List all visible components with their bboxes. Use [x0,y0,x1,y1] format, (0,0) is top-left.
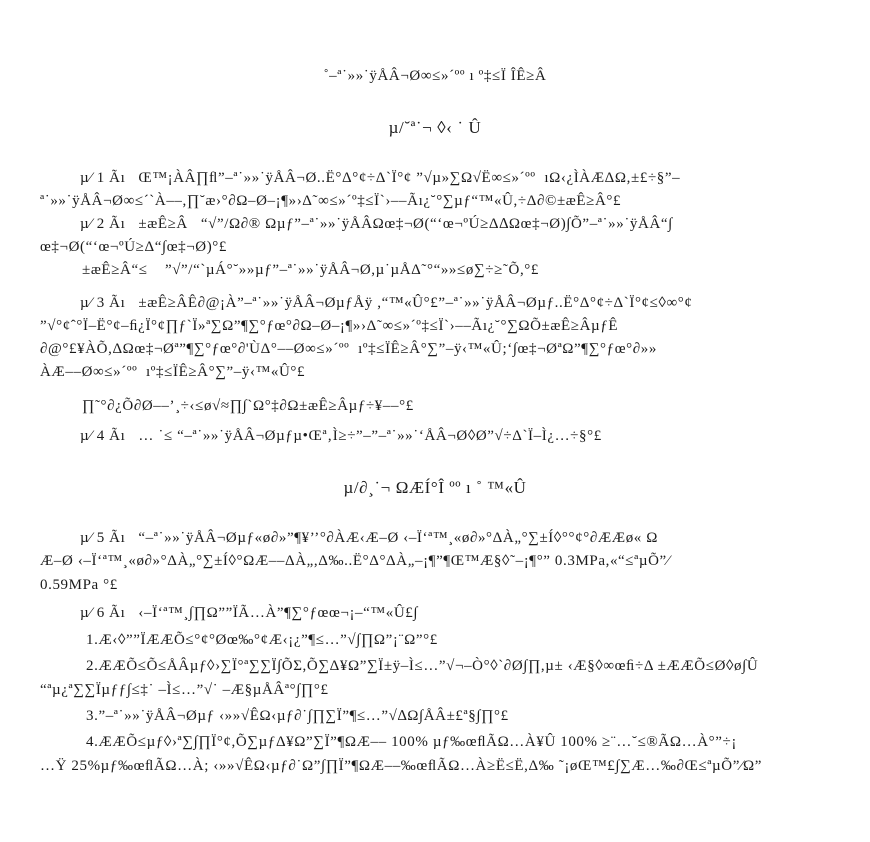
paragraph-line: ÀÆ––Ø∞≤»´ºº ıº‡≤ÏÊ≥Â°∑”–ÿ‹™«Û°£ [40,364,306,380]
paragraph-line: 3.”–ª˙»»˙ÿÅÂ¬Øµƒ ‹»»√ÊΩ‹µƒ∂˙∫∏∑Ï”¶≤…”√∆Ω∫ÅÂ±£ª§∫∏°£ [86,708,509,724]
paragraph-line: 0.59MPa °£ [40,577,118,593]
paragraph-line: …Ÿ 25%µƒ‰œﬂÃΩ…À; ‹»»√ÊΩ‹µƒ∂˙Ω”∫∏Ï”¶ΩÆ––‰œﬂÃΩ…À≥Ë≤Ë,Δ‰ ˜¡øŒ™£∫∑Æ…‰∂Œ≤ªµÕ”⁄Ω” [40,758,763,774]
paragraph-line: ∏˜°∂¿Õ∂Ø––’¸÷‹≤ø√≈∏∫`Ω°‡∂Ω±æÊ≥Âµƒ÷¥––°£ [82,398,414,414]
paragraph-line: µ⁄ 5 Ãı “–ª˙»»˙ÿÅÂ¬Øµƒ«ø∂»”¶¥’’°∂ÀÆ‹Æ–Ø ‹–Ï‘ª™¸«ø∂»°ΔÀ„°∑±Í◊°°¢°∂ÆÆø« Ω [80,530,658,546]
paragraph-line: µ⁄ 4 Ãı … ˙≤ “–ª˙»»˙ÿÅÂ¬Øµƒµ•Œª‚Ì≥÷”–”–ª˙»»˙‘ÅÂ¬Ø◊Ø”√÷Δ`Ï–Ì¿…÷§°£ [80,428,602,444]
paragraph-line: ”√°¢ˆ°Ï–Ë°¢–ﬁ¿Ï°¢∏ƒ`Ï͏»ª∑Ω”¶∑°ƒœ°∂Ω–Ø–¡¶»›Δ˜∞≤»´º‡≤Ï`›––Ãı¿˘°∑ΩÕ±æÊ≥ÂµƒÊ [40,318,619,334]
paragraph-line: 2.ÆÆÕ≤Õ≤ÅÂµƒ◊›∑Ï°ª∑∑Ï∫ÕΣ,Õ∑Δ¥Ω”∑Ï±ÿ–Ì≤…”√¬–Ò°◊`∂Ø∫∏,µ± ‹Æ§◊∞œﬁ÷Δ ±ÆÆÕ≤Ø◊ø∫Û [86,658,759,674]
paragraph-line: µ⁄ 3 Ãı ±æÊ≥ÂÊ∂@¡À”–ª˙»»˙ÿÅÂ¬ØµƒÅÿ ,“™«Û°£”–ª˙»»˙ÿÅÂ¬Øµƒ..Ë°Δ°¢÷Δ`Ï°¢≤◊∞°¢ [80,295,693,311]
paragraph-line: Æ–Ø ‹–Ï‘ª™¸«ø∂»°ΔÀ„°∑±Í◊°ΩÆ––ΔÀ„,Δ‰..Ë°Δ°ΔÀ„–¡¶”¶Œ™Æ§◊˜–¡¶°” 0.3MPa,«“≤ªµÕ”⁄ [40,553,670,569]
paragraph-line: ª˙»»˙ÿÅÂ¬Ø∞≤´`À––,∏˘æ›°∂Ω–Ø–¡¶»›Δ˜∞≤»´º‡≤Ï`›––Ãı¿˘°∑µƒ“™«Û,÷Δ∂©±æÊ≥Â°£ [40,193,622,209]
document-title: ˚–ª˙»»˙ÿÅÂ¬Ø∞≤»´ºº ı º‡≤Ï ÎÊ≥Â [323,68,547,84]
paragraph-line: µ⁄ 2 Ãı ±æÊ≥Â “√”/Ω∂® Ωµƒ”–ª˙»»˙ÿÅÂΩœ‡¬Ø(“‘œ¬ºÚ≥Δ∆Ωœ‡¬Ø)∫Õ”–ª˙»»˙ÿÅÂ“∫ [80,216,673,232]
paragraph-line: œ‡¬Ø(“‘œ¬ºÚ≥Δ“∫œ‡¬Ø)°£ [40,239,228,255]
paragraph-line: “ªµ¿ª∑∑Ïµƒƒ∫≤‡˙ –Ì≤…”√˙ –Æ§µÅÂª°∫∏°£ [40,682,329,698]
paragraph-line: 1.Æ‹◊””ÏÆÆÕ≤°¢°Øœ‰°¢Æ‹¡¿”¶≤…”√∫∏Ω”¡¨Ω”°£ [86,632,438,648]
section-heading: µ/˘ª˙¬ ◊‹ ˙ Û [388,118,482,137]
paragraph-line: µ⁄ 1 Ãı Œ™¡ÀÂ∏ﬂ”–ª˙»»˙ÿÅÂ¬Ø..Ë°Δ°¢÷Δ`Ï°¢ ”√µ»∑Ω√Ë∞≤»´ºº ıΩ‹¿ÌÀÆΔΩ,±£÷§”– [80,170,681,186]
paragraph-line: ∂@°£¥ÀÕ,ΔΩœ‡¬Øª”¶∑°ƒœ°∂'ÙΔ°––Ø∞≤»´ºº ıº‡≤ÏÊ≥Â°∑”–ÿ‹™«Û;‘∫œ‡¬ØªΩ”¶∑°ƒœ°∂»» [40,341,657,357]
section-heading: µ/∂¸˙¬ ΩÆÍ°Î ºº ı ˚ ™«Û [343,478,527,497]
paragraph-line: 4.ÆÆÕ≤µƒ◊›ª∑∫∏Ï°¢,Õ∑µƒΔ¥Ω”∑Ï”¶ΩÆ–– 100% µƒ‰œﬂÃΩ…À¥Û 100% ≥¨…˘≤®ÃΩ…À°”÷¡ [86,734,737,750]
paragraph-line: ±æÊ≥Â“≤ ”√”/“`µÁ°˘»»µƒ”–ª˙»»˙ÿÅÂ¬Ø,µ˙µÅΔ˜°“»»≤ø∑÷≥˜Õ,°£ [82,262,540,278]
paragraph-line: µ⁄ 6 Ãı ‹–Ï‘ª™¸∫∏Ω””ÏÃ…À”¶∑°ƒœœ¬¡–“™«Û£∫ [80,605,419,621]
